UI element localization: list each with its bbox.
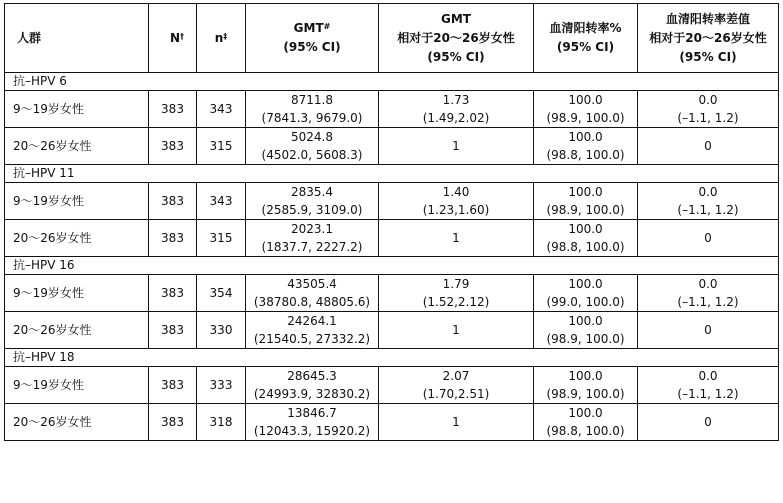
section-title: 抗–HPV 11 xyxy=(5,165,779,183)
cell-gmt-gmt: 13846.7 xyxy=(287,406,337,420)
footnote-double-dagger: ‡ xyxy=(223,31,228,41)
cell-N-N: 383 xyxy=(161,231,184,245)
cell-seroconversion xyxy=(534,183,638,220)
header-group xyxy=(5,4,149,73)
table-row xyxy=(5,404,779,441)
cell-seroconversion-sero: 100.0 xyxy=(568,185,603,199)
cell-N xyxy=(149,91,197,128)
cell-ratio xyxy=(379,404,534,441)
cell-ratio-ratio: 1 xyxy=(452,415,460,429)
header-diff-line3: (95% CI) xyxy=(679,49,737,64)
cell-N-N: 383 xyxy=(161,139,184,153)
cell-gmt xyxy=(246,91,379,128)
header-gmt xyxy=(246,4,379,73)
cell-difference-diff: 0 xyxy=(704,139,712,153)
cell-seroconversion xyxy=(534,128,638,165)
header-difference xyxy=(638,4,779,73)
cell-difference-diff: 0.0 xyxy=(698,277,718,291)
header-n-label: n xyxy=(214,30,224,45)
cell-ratio-ratio: 2.07 xyxy=(442,369,470,383)
cell-seroconversion xyxy=(534,91,638,128)
cell-ratio-ratio: 1 xyxy=(452,231,460,245)
cell-group-group: 9～19岁女性 xyxy=(13,194,84,208)
cell-n-n: 343 xyxy=(209,194,233,208)
cell-n xyxy=(197,312,246,349)
cell-group-group: 9～19岁女性 xyxy=(13,286,84,300)
cell-N-N: 383 xyxy=(161,102,184,116)
footnote-dagger: † xyxy=(180,31,184,41)
cell-n xyxy=(197,404,246,441)
cell-group xyxy=(5,91,149,128)
cell-group-group: 9～19岁女性 xyxy=(13,378,84,392)
section-row xyxy=(5,349,779,367)
cell-group xyxy=(5,404,149,441)
cell-seroconversion-sero-ci: (98.9, 100.0) xyxy=(546,203,625,217)
cell-seroconversion xyxy=(534,312,638,349)
cell-gmt-gmt-ci: (21540.5, 27332.2) xyxy=(253,332,371,346)
cell-seroconversion-sero: 100.0 xyxy=(568,369,603,383)
cell-difference xyxy=(638,183,779,220)
cell-gmt-gmt-ci: (7841.3, 9679.0) xyxy=(261,111,363,125)
cell-ratio xyxy=(379,91,534,128)
cell-N xyxy=(149,183,197,220)
cell-gmt-gmt-ci: (2585.9, 3109.0) xyxy=(261,203,363,217)
cell-difference-diff: 0 xyxy=(704,323,712,337)
cell-gmt-gmt: 5024.8 xyxy=(291,130,333,144)
cell-n xyxy=(197,367,246,404)
cell-gmt xyxy=(246,220,379,257)
immunogenicity-table xyxy=(4,3,779,441)
cell-group xyxy=(5,183,149,220)
cell-seroconversion xyxy=(534,275,638,312)
cell-seroconversion-sero: 100.0 xyxy=(568,406,603,420)
header-ratio-line2: 相对于20～26岁女性 xyxy=(397,30,515,45)
cell-n-n: 315 xyxy=(209,139,233,153)
footnote-hash: # xyxy=(323,22,331,31)
header-diff-line1: 血清阳转率差值 xyxy=(665,11,750,26)
header-ratio-line1: GMT xyxy=(441,11,471,26)
cell-difference-diff: 0 xyxy=(704,231,712,245)
cell-ratio-ratio-ci: (1.52,2.12) xyxy=(422,295,490,309)
cell-difference xyxy=(638,91,779,128)
section-row xyxy=(5,257,779,275)
cell-difference-diff: 0.0 xyxy=(698,93,718,107)
cell-n-n: 315 xyxy=(209,231,233,245)
cell-seroconversion-sero-ci: (98.8, 100.0) xyxy=(546,424,625,438)
cell-N xyxy=(149,275,197,312)
cell-N xyxy=(149,220,197,257)
cell-N xyxy=(149,404,197,441)
header-row xyxy=(5,4,779,73)
cell-gmt xyxy=(246,367,379,404)
cell-N-N: 383 xyxy=(161,378,184,392)
cell-gmt-gmt: 2023.1 xyxy=(291,222,333,236)
cell-n-n: 354 xyxy=(209,286,233,300)
cell-gmt xyxy=(246,275,379,312)
table-row xyxy=(5,220,779,257)
cell-gmt-gmt: 24264.1 xyxy=(287,314,337,328)
cell-ratio-ratio: 1 xyxy=(452,139,460,153)
cell-ratio xyxy=(379,183,534,220)
section-title: 抗–HPV 18 xyxy=(5,349,779,367)
section-row xyxy=(5,73,779,91)
header-seroconversion xyxy=(534,4,638,73)
cell-gmt xyxy=(246,312,379,349)
header-group-label: 人群 xyxy=(17,30,42,45)
cell-gmt-gmt: 8711.8 xyxy=(291,93,333,107)
header-sero-line1: 血清阳转率% xyxy=(549,21,622,35)
section-row xyxy=(5,165,779,183)
cell-difference xyxy=(638,312,779,349)
cell-ratio xyxy=(379,128,534,165)
cell-ratio xyxy=(379,312,534,349)
cell-seroconversion-sero: 100.0 xyxy=(568,93,603,107)
cell-gmt-gmt-ci: (4502.0, 5608.3) xyxy=(261,148,363,162)
cell-n-n: 318 xyxy=(209,415,233,429)
cell-seroconversion-sero-ci: (98.8, 100.0) xyxy=(546,148,625,162)
table-row xyxy=(5,367,779,404)
cell-n xyxy=(197,183,246,220)
header-n xyxy=(197,4,246,73)
cell-gmt-gmt-ci: (1837.7, 2227.2) xyxy=(261,240,363,254)
cell-ratio-ratio-ci: (1.23,1.60) xyxy=(422,203,490,217)
cell-ratio-ratio-ci: (1.70,2.51) xyxy=(422,387,490,401)
cell-difference xyxy=(638,220,779,257)
cell-seroconversion-sero: 100.0 xyxy=(568,277,603,291)
header-sero-line2: (95% CI) xyxy=(556,40,615,54)
header-N xyxy=(149,4,197,73)
cell-seroconversion-sero: 100.0 xyxy=(568,222,603,236)
cell-seroconversion xyxy=(534,404,638,441)
header-ratio-line3: (95% CI) xyxy=(427,49,485,64)
cell-N xyxy=(149,367,197,404)
cell-seroconversion xyxy=(534,367,638,404)
cell-ratio-ratio: 1.73 xyxy=(442,93,470,107)
cell-group-group: 20～26岁女性 xyxy=(13,415,92,429)
cell-gmt-gmt: 2835.4 xyxy=(291,185,333,199)
cell-seroconversion-sero: 100.0 xyxy=(568,314,603,328)
cell-N-N: 383 xyxy=(161,194,184,208)
cell-difference-diff-ci: (–1.1, 1.2) xyxy=(677,203,739,217)
cell-N xyxy=(149,312,197,349)
cell-difference xyxy=(638,404,779,441)
header-diff-line2: 相对于20～26岁女性 xyxy=(649,30,767,45)
cell-n xyxy=(197,275,246,312)
cell-ratio xyxy=(379,367,534,404)
cell-difference xyxy=(638,128,779,165)
cell-difference-diff: 0.0 xyxy=(698,369,718,383)
cell-group xyxy=(5,128,149,165)
cell-difference-diff: 0 xyxy=(704,415,712,429)
cell-seroconversion-sero-ci: (98.9, 100.0) xyxy=(546,387,625,401)
header-gmt-ci: (95% CI) xyxy=(283,40,341,54)
cell-n xyxy=(197,128,246,165)
cell-N-N: 383 xyxy=(161,415,184,429)
cell-difference-diff: 0.0 xyxy=(698,185,718,199)
section-title: 抗–HPV 16 xyxy=(5,257,779,275)
cell-N-N: 383 xyxy=(161,286,184,300)
cell-group xyxy=(5,275,149,312)
cell-ratio xyxy=(379,275,534,312)
cell-ratio-ratio: 1.79 xyxy=(442,277,470,291)
cell-group-group: 9～19岁女性 xyxy=(13,102,84,116)
cell-gmt-gmt: 28645.3 xyxy=(287,369,337,383)
cell-group xyxy=(5,367,149,404)
cell-N-N: 383 xyxy=(161,323,184,337)
table-row xyxy=(5,312,779,349)
cell-n-n: 330 xyxy=(209,323,233,337)
cell-gmt xyxy=(246,404,379,441)
cell-seroconversion xyxy=(534,220,638,257)
header-gmt-label: GMT xyxy=(293,21,324,35)
cell-ratio-ratio: 1 xyxy=(452,323,460,337)
cell-gmt-gmt-ci: (24993.9, 32830.2) xyxy=(253,387,371,401)
cell-group-group: 20～26岁女性 xyxy=(13,139,92,153)
cell-ratio-ratio-ci: (1.49,2.02) xyxy=(422,111,490,125)
table-row xyxy=(5,275,779,312)
cell-seroconversion-sero-ci: (98.9, 100.0) xyxy=(546,111,625,125)
cell-seroconversion-sero: 100.0 xyxy=(568,130,603,144)
cell-group xyxy=(5,220,149,257)
table-row xyxy=(5,128,779,165)
table-row xyxy=(5,91,779,128)
table-row xyxy=(5,183,779,220)
cell-gmt xyxy=(246,128,379,165)
cell-gmt xyxy=(246,183,379,220)
cell-group-group: 20～26岁女性 xyxy=(13,231,92,245)
section-title: 抗–HPV 6 xyxy=(5,73,779,91)
header-N-label: N xyxy=(169,30,180,45)
cell-group-group: 20～26岁女性 xyxy=(13,323,92,337)
cell-n-n: 343 xyxy=(209,102,233,116)
cell-seroconversion-sero-ci: (98.8, 100.0) xyxy=(546,240,625,254)
cell-n-n: 333 xyxy=(209,378,233,392)
cell-difference-diff-ci: (–1.1, 1.2) xyxy=(677,387,739,401)
cell-N xyxy=(149,128,197,165)
cell-ratio-ratio: 1.40 xyxy=(442,185,470,199)
cell-difference xyxy=(638,275,779,312)
cell-gmt-gmt: 43505.4 xyxy=(287,277,337,291)
cell-gmt-gmt-ci: (38780.8, 48805.6) xyxy=(253,295,371,309)
cell-seroconversion-sero-ci: (98.9, 100.0) xyxy=(546,332,625,346)
cell-n xyxy=(197,91,246,128)
cell-group xyxy=(5,312,149,349)
cell-difference-diff-ci: (–1.1, 1.2) xyxy=(677,295,739,309)
header-ratio xyxy=(379,4,534,73)
cell-seroconversion-sero-ci: (99.0, 100.0) xyxy=(546,295,625,309)
cell-gmt-gmt-ci: (12043.3, 15920.2) xyxy=(253,424,371,438)
cell-ratio xyxy=(379,220,534,257)
cell-difference-diff-ci: (–1.1, 1.2) xyxy=(677,111,739,125)
cell-n xyxy=(197,220,246,257)
cell-difference xyxy=(638,367,779,404)
